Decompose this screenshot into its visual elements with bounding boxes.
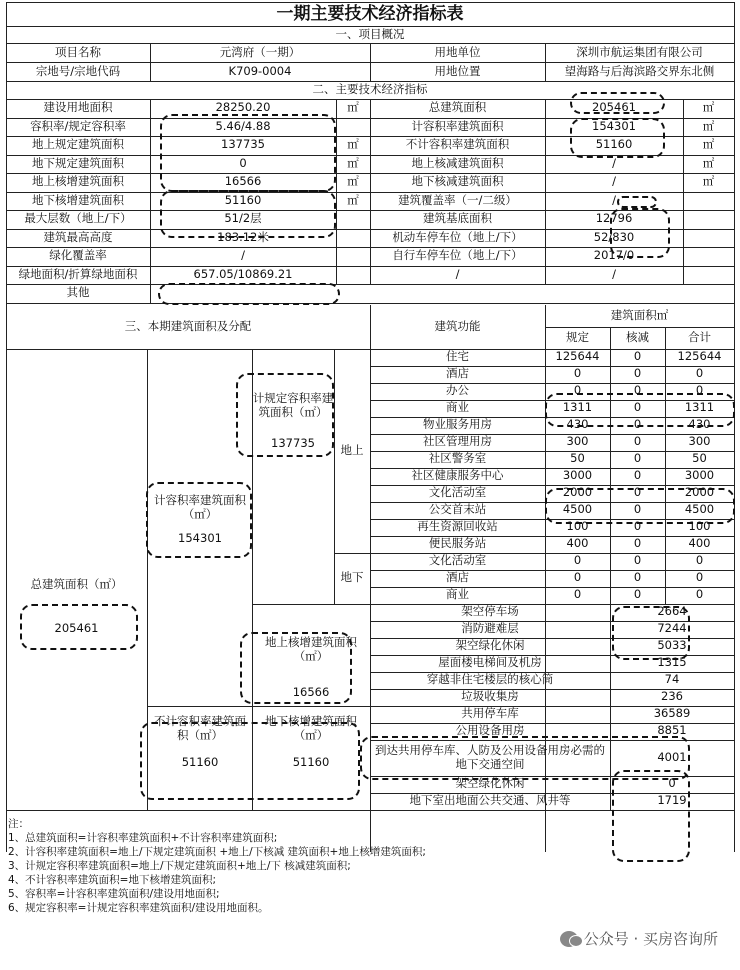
indicator-cell: / <box>612 174 616 189</box>
underground-item: 架空绿化休闲 <box>455 776 525 791</box>
function-name: 文化活动室 <box>428 553 487 568</box>
project-cell: K709-0004 <box>228 63 292 78</box>
section1-heading: 一、项目概况 <box>335 26 405 41</box>
increase-value: 74 <box>664 672 680 687</box>
indicator-cell <box>683 229 734 248</box>
indicator-cell: 最大层数（地上/下） <box>24 211 132 226</box>
increase-value: 5033 <box>657 638 687 653</box>
underground-item: 公用设备用房 <box>455 723 525 738</box>
indicator-cell: / <box>612 155 616 170</box>
indicator-cell: / <box>612 192 616 207</box>
function-name: 酒店 <box>446 570 469 585</box>
indicator-cell: ㎡ <box>702 174 715 189</box>
project-cell: 宗地号/宗地代码 <box>35 63 121 78</box>
grid-line <box>683 99 684 284</box>
grid-line <box>370 43 371 81</box>
highlight-outline <box>146 482 252 558</box>
indicator-cell: 183.12米 <box>217 229 269 244</box>
indicator-cell: 绿地面积/折算绿地面积 <box>18 266 138 281</box>
indicator-cell: 建筑最高高度 <box>43 229 113 244</box>
indicator-cell: / <box>455 266 460 281</box>
indicator-cell: 12796 <box>595 211 633 226</box>
increase-value: 7244 <box>657 621 687 636</box>
highlight-outline <box>20 604 138 650</box>
area-value: 300 <box>566 434 589 449</box>
indicator-cell <box>683 210 734 229</box>
area-value: 0 <box>633 349 642 364</box>
function-name: 住宅 <box>446 349 469 364</box>
total-area-value: 205461 <box>54 621 99 636</box>
area-subheader: 核减 <box>626 329 649 344</box>
area-value: 0 <box>633 553 642 568</box>
indicator-cell: ㎡ <box>702 100 715 115</box>
indicator-cell <box>683 247 734 266</box>
area-value: 125644 <box>555 349 600 364</box>
indicator-cell: 52/830 <box>593 229 635 244</box>
area-value: 0 <box>573 383 582 398</box>
footnote: 1、总建筑面积=计容积率建筑面积+不计容积率建筑面积; <box>8 831 278 844</box>
indicator-cell: ㎡ <box>347 174 359 189</box>
indicator-cell: ㎡ <box>702 155 715 170</box>
area-value: 0 <box>633 434 642 449</box>
table-title: 一期主要技术经济指标表 <box>276 3 464 24</box>
area-value: 4500 <box>684 502 715 517</box>
grid-line <box>150 43 151 81</box>
area-value: 0 <box>695 553 704 568</box>
area-value: 0 <box>633 485 642 500</box>
area-value: 125644 <box>677 349 722 364</box>
project-cell: 望海路与后海滨路交界东北侧 <box>564 63 715 78</box>
highlight-outline <box>158 283 340 305</box>
grid-line <box>336 99 337 284</box>
indicator-cell: 137735 <box>221 137 265 152</box>
wechat-icon <box>560 931 578 947</box>
underground-value: 8851 <box>657 723 687 738</box>
indicator-cell: 51160 <box>595 137 633 152</box>
increase-value: 1315 <box>657 655 687 670</box>
indicator-cell: 不计容积率建筑面积 <box>405 137 510 152</box>
section3-heading: 三、本期建筑面积及分配 <box>124 318 252 333</box>
highlight-outline <box>570 118 665 158</box>
highlight-outline <box>612 606 690 660</box>
above-ground-label: 地上 <box>340 442 364 457</box>
area-value: 0 <box>695 570 704 585</box>
highlight-outline <box>140 722 360 800</box>
function-name: 文化活动室 <box>428 485 487 500</box>
indicator-cell: 28250.20 <box>215 100 271 115</box>
indicator-cell: 51/2层 <box>224 211 262 226</box>
regulated-area-label: 计规定容积率建筑面积（㎡） <box>252 391 334 419</box>
indicator-cell: ㎡ <box>347 155 359 170</box>
grid-line <box>150 284 151 303</box>
function-name: 社区管理用房 <box>423 434 492 449</box>
area-value: 0 <box>695 366 704 381</box>
area-value: 4500 <box>562 502 593 517</box>
underground-value: 4001 <box>657 749 687 764</box>
grid-line <box>370 99 371 284</box>
footnote: 3、计规定容积率建筑面积=地上/下规定建筑面积+地上/下 核减建筑面积; <box>8 859 351 872</box>
project-cell: 元湾府（一期） <box>219 44 301 59</box>
indicator-cell <box>336 210 370 229</box>
area-value: 0 <box>633 570 642 585</box>
grid-line <box>6 303 734 304</box>
watermark <box>560 928 718 949</box>
area-value: 50 <box>570 451 585 466</box>
non-far-area-label: 不计容积率建筑面积（㎡） <box>154 713 246 742</box>
function-name: 公交首末站 <box>428 502 487 517</box>
grid-line <box>610 604 611 706</box>
non-far-area-value: 51160 <box>181 754 219 769</box>
underground-value: 36589 <box>653 706 691 721</box>
area-subheader: 规定 <box>566 329 589 344</box>
area-value: 0 <box>573 366 582 381</box>
function-name: 社区健康服务中心 <box>411 468 504 483</box>
floor-area-label: 计容积率建筑面积（㎡） <box>154 493 246 521</box>
function-header: 建筑功能 <box>434 318 481 333</box>
area-value: 1311 <box>562 400 593 415</box>
highlight-outline <box>160 190 336 238</box>
indicator-cell <box>336 118 370 137</box>
area-value: 0 <box>633 400 642 415</box>
underground-item: 共用停车库 <box>461 706 519 721</box>
footnote: 6、规定容积率=计规定容积率建筑面积/建设用地面积。 <box>8 901 269 914</box>
indicator-cell: / <box>241 248 245 263</box>
area-value: 300 <box>688 434 711 449</box>
above-increase-label: 地上核增建筑面积（㎡） <box>265 635 357 663</box>
underground-item: 到达共用停车库、人防及公用设备用房必需的地下交通空间 <box>375 742 605 771</box>
indicator-cell: 16566 <box>224 174 262 189</box>
increase-item: 架空绿化休闲 <box>455 638 525 653</box>
increase-value: 236 <box>661 689 683 704</box>
area-value: 2000 <box>684 485 715 500</box>
highlight-outline <box>236 373 334 457</box>
grid-line <box>545 99 546 284</box>
project-cell: 用地位置 <box>434 63 481 78</box>
area-value: 0 <box>633 502 642 517</box>
underground-value: 0 <box>668 776 676 791</box>
section2-heading: 二、主要技术经济指标 <box>312 82 428 97</box>
highlight-outline <box>545 393 735 427</box>
indicator-cell <box>336 247 370 266</box>
increase-item: 架空停车场 <box>461 604 519 619</box>
area-value: 0 <box>695 383 704 398</box>
indicator-cell: 2017/0 <box>593 248 635 263</box>
below-increase-label: 地下核增建筑面积（㎡） <box>265 713 357 742</box>
area-value: 0 <box>633 587 642 602</box>
project-cell: 项目名称 <box>55 44 101 59</box>
indicator-cell: ㎡ <box>347 100 359 115</box>
indicator-cell: 容积率/规定容积率 <box>30 118 126 133</box>
area-value: 2000 <box>562 485 593 500</box>
area-value: 0 <box>633 366 642 381</box>
indicator-cell: ㎡ <box>347 137 359 152</box>
indicator-cell: 5.46/4.88 <box>215 118 271 133</box>
area-value: 0 <box>633 468 642 483</box>
project-cell: 用地单位 <box>434 44 481 59</box>
indicator-cell <box>336 229 370 248</box>
function-name: 商业 <box>446 587 469 602</box>
indicator-cell: 计容积率建筑面积 <box>411 118 504 133</box>
highlight-outline <box>545 488 735 524</box>
indicator-cell: 地下规定建筑面积 <box>32 155 124 170</box>
increase-value: 2664 <box>657 604 687 619</box>
highlight-outline <box>610 208 670 258</box>
highlight-outline <box>160 114 336 192</box>
increase-item: 消防避难层 <box>461 621 519 636</box>
highlight-outline <box>617 196 657 208</box>
indicator-cell: 0 <box>239 155 247 170</box>
indicator-cell: 地上规定建筑面积 <box>32 137 124 152</box>
function-name: 办公 <box>446 383 469 398</box>
total-area-label: 总建筑面积（㎡） <box>30 577 123 592</box>
function-name: 物业服务用房 <box>423 417 492 432</box>
highlight-outline <box>570 92 665 114</box>
footnote: 5、容积率=计容积率建筑面积/建设用地面积; <box>8 887 220 900</box>
indicator-cell: 地上核减建筑面积 <box>411 155 504 170</box>
regulated-area-value: 137735 <box>271 436 315 451</box>
function-name: 社区警务室 <box>428 451 487 466</box>
indicator-cell: 地下核减建筑面积 <box>411 174 504 189</box>
footnote: 2、计容积率建筑面积=地上/下规定建筑面积 +地上/下核减 建筑面积+地上核增建筑面积; <box>8 845 426 858</box>
area-value: 0 <box>573 587 582 602</box>
below-increase-value: 51160 <box>292 754 330 769</box>
area-header: 建筑面积㎡ <box>610 307 669 322</box>
footnote: 4、不计容积率建筑面积=地下核增建筑面积; <box>8 873 217 886</box>
below-ground-label: 地下 <box>340 570 364 585</box>
area-value: 400 <box>688 536 711 551</box>
function-name: 便民服务站 <box>428 536 487 551</box>
grid-line <box>252 604 370 605</box>
area-value: 1311 <box>684 400 715 415</box>
function-name: 再生资源回收站 <box>417 519 498 534</box>
area-value: 400 <box>566 536 589 551</box>
area-value: 0 <box>633 536 642 551</box>
indicator-cell: 绿化覆盖率 <box>49 248 107 263</box>
increase-item: 屋面楼电梯间及机房 <box>438 655 542 670</box>
indicator-cell <box>336 266 370 285</box>
indicator-cell: 51160 <box>224 192 262 207</box>
area-value: 100 <box>688 519 711 534</box>
watermark-text: 公众号 · 买房咨询所 <box>583 930 718 948</box>
above-increase-value: 16566 <box>292 685 330 700</box>
function-name: 酒店 <box>446 366 469 381</box>
indicator-cell: 建设用地面积 <box>43 100 113 115</box>
indicator-cell: 建筑覆盖率（一/二级） <box>398 192 517 207</box>
area-value: 0 <box>633 383 642 398</box>
indicator-cell: 205461 <box>592 100 636 115</box>
area-value: 0 <box>695 587 704 602</box>
area-value: 3000 <box>684 468 715 483</box>
indicator-label: 其他 <box>66 285 90 300</box>
highlight-outline <box>240 632 352 704</box>
footnote: 注： <box>8 817 29 830</box>
area-value: 0 <box>633 519 642 534</box>
grid-line <box>150 99 151 284</box>
grid-line <box>734 2 735 852</box>
area-subheader: 合计 <box>688 329 711 344</box>
area-value: 0 <box>573 570 582 585</box>
area-value: 0 <box>633 417 642 432</box>
indicator-cell: ㎡ <box>347 192 359 207</box>
area-value: 50 <box>692 451 707 466</box>
indicator-cell: 自行车停车位（地上/下） <box>392 248 523 263</box>
area-value: 0 <box>633 451 642 466</box>
indicator-cell: 建筑基底面积 <box>423 211 492 226</box>
grid-line <box>147 706 370 707</box>
underground-item: 地下室出地面公共交通、风井等 <box>409 793 571 808</box>
indicator-cell: 机动车停车位（地上/下） <box>392 229 523 244</box>
underground-value: 1719 <box>657 793 687 808</box>
indicator-cell <box>683 266 734 285</box>
function-name: 商业 <box>446 400 469 415</box>
grid-line <box>545 43 546 81</box>
indicator-cell: 总建筑面积 <box>428 100 487 115</box>
floor-area-value: 154301 <box>178 531 222 546</box>
area-value: 0 <box>573 553 582 568</box>
increase-item: 垃圾收集房 <box>461 689 519 704</box>
project-cell: 深圳市航运集团有限公司 <box>576 44 703 59</box>
indicator-cell: / <box>612 266 616 281</box>
indicator-cell <box>683 192 734 211</box>
area-value: 3000 <box>562 468 593 483</box>
increase-item: 穿越非住宅楼层的核心筒 <box>426 672 554 687</box>
indicator-cell: ㎡ <box>702 118 715 133</box>
area-value: 430 <box>688 417 711 432</box>
indicator-cell: 154301 <box>592 118 636 133</box>
indicator-cell: 657.05/10869.21 <box>193 266 293 281</box>
indicator-cell: 地上核增建筑面积 <box>32 174 124 189</box>
area-value: 430 <box>566 417 589 432</box>
highlight-outline <box>612 770 690 862</box>
area-value: 100 <box>566 519 589 534</box>
indicator-cell: ㎡ <box>702 137 715 152</box>
indicator-cell: 地下核增建筑面积 <box>32 192 124 207</box>
